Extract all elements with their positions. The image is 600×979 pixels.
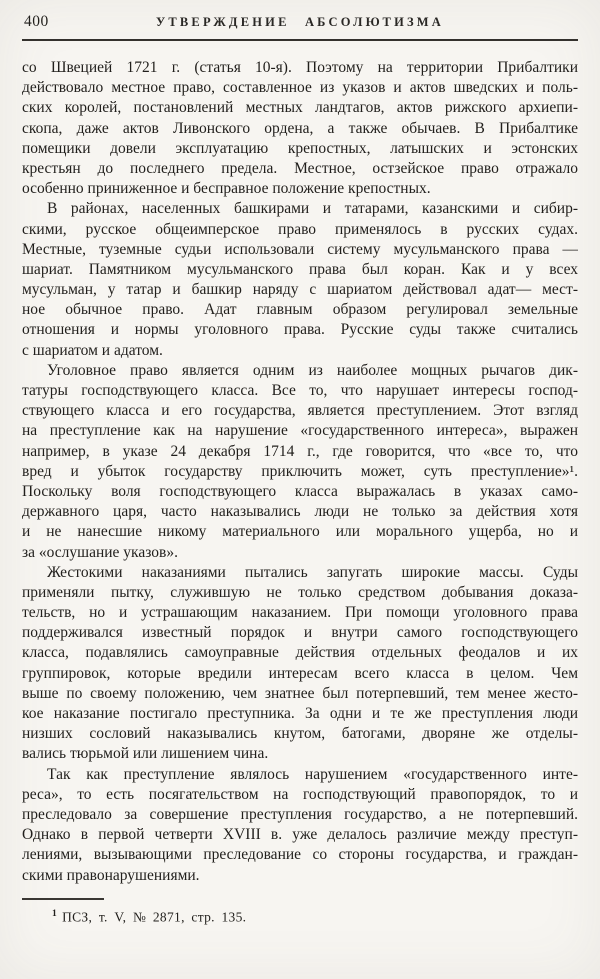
text-line: В районах, населенных башкирами и татарами, казанскими и сибир- [47, 200, 578, 218]
text-line: группировок, которые вредили интересам всего класса в целом. Чем [22, 664, 578, 682]
header-rule [22, 39, 578, 41]
text-line: Жестокими наказаниями пытались запугать широкие массы. Суды [47, 563, 578, 581]
text-line: поддерживался известный порядок и внутри самого господствующего [22, 624, 578, 642]
text-line: Местные, туземные судьи использовали систему мусульманского права — [22, 240, 578, 258]
text-line: лениями, вызывающими преследование со стороны государства, и граждан- [22, 846, 578, 864]
paragraph [22, 199, 578, 361]
text-line: Однако в первой четверти XVIII в. уже делалось различие между преступ- [22, 826, 578, 844]
text-line: выше по своему положению, чем знатнее был потерпевший, тем менее жесто- [22, 684, 578, 702]
text-line: низших сословий наказывались кнутом, батогами, дворяне же отделы- [22, 725, 578, 743]
text-line: скими правонарушениями. [22, 866, 200, 884]
text-line: отношения и нормы уголовного права. Русские суды также считались [22, 321, 578, 339]
text-line: Уголовное право является одним из наиболее мощных рычагов дик- [47, 361, 578, 379]
text-line: вались тюрьмой или лишением чина. [22, 745, 269, 763]
paragraph [22, 58, 578, 199]
text-line: державного царя, часто наказывались люди не только за действия хотя [22, 503, 578, 521]
text-line: кое наказание постигало преступника. За одни и те же преступления люди [22, 705, 578, 722]
footnote-text: ПСЗ, т. V, № 2871, стр. 135. [62, 909, 247, 925]
text-line: действовало местное право, составленное из указов и актов шведских и поль- [22, 79, 578, 97]
text-line: реса», то есть посягательством на господствующий правопорядок, то и [22, 785, 578, 803]
page-number: 400 [24, 13, 49, 30]
text-line: вред и убыток государству приключить может, суть преступление»¹. [22, 462, 578, 480]
body-text [22, 58, 578, 886]
footnote-separator [22, 898, 104, 900]
text-line: скими, русское общеимперское право применялось в русских судах. [22, 220, 578, 238]
text-line: класса, подавлялись самоуправные действия отдельных феодалов и их [22, 644, 578, 662]
text-line: Так как преступление являлось нарушением «государственного инте- [47, 765, 578, 783]
footnote-marker: 1 [52, 908, 58, 919]
text-line: и не нанесшие никому материального или морального ущерба, но и [22, 523, 578, 541]
paragraph [22, 361, 578, 563]
text-line: скопа, даже актов Ливонского ордена, а также обычаев. В Прибалтике [22, 119, 578, 137]
text-line: за «ослушание указов». [22, 543, 178, 561]
text-line: шариат. Памятником мусульманского права был коран. Как и у всех [22, 260, 578, 278]
text-line: особенно приниженное и бесправное положение крепостных. [22, 180, 431, 198]
page-header [22, 13, 578, 32]
paragraph [22, 563, 578, 765]
text-line: ное обычное право. Адат главным образом регулировал земельные [22, 301, 578, 319]
text-line: применяли пытку, служившую не только средством добывания доказа- [22, 583, 578, 601]
text-line: помещики довели эксплуатацию крепостных, латышских и эстонских [22, 139, 578, 157]
text-line: преследовало за совершение преступления государство, а не потерпевший. [22, 805, 578, 823]
text-line: например, в указе 24 декабря 1714 г., где говорится, что «все то, что [22, 442, 578, 460]
text-line: ских королей, постановлений местных ландтагов, актов рижского архиепи- [22, 99, 578, 117]
text-line: ствующего класса и его государства, является преступлением. Этот взгляд [22, 402, 578, 420]
text-line: со Швецией 1721 г. (статья 10-я). Поэтому на территории Прибалтики [22, 59, 578, 76]
text-line: крестьян до последнего предела. Местное, остзейское право отражало [22, 159, 578, 177]
running-head: УТВЕРЖДЕНИЕ АБСОЛЮТИЗМА [155, 15, 445, 29]
text-line: мусульман, у татар и башкир наряду с шариатом действовал адат— мест- [22, 281, 578, 299]
text-line: с шариатом и адатом. [22, 341, 163, 359]
text-line: Поскольку воля господствующего класса выражалась в указах само- [22, 482, 578, 500]
text-line: татуры господствующего класса. Все то, что нарушает интересы господ- [22, 382, 578, 399]
text-line: тельств, но и устрашающим наказанием. При помощи уголовного права [22, 604, 578, 622]
paragraph [22, 765, 578, 886]
footnote [22, 909, 578, 926]
text-line: на преступление как на нарушение «государственного интереса», выражен [22, 422, 578, 440]
